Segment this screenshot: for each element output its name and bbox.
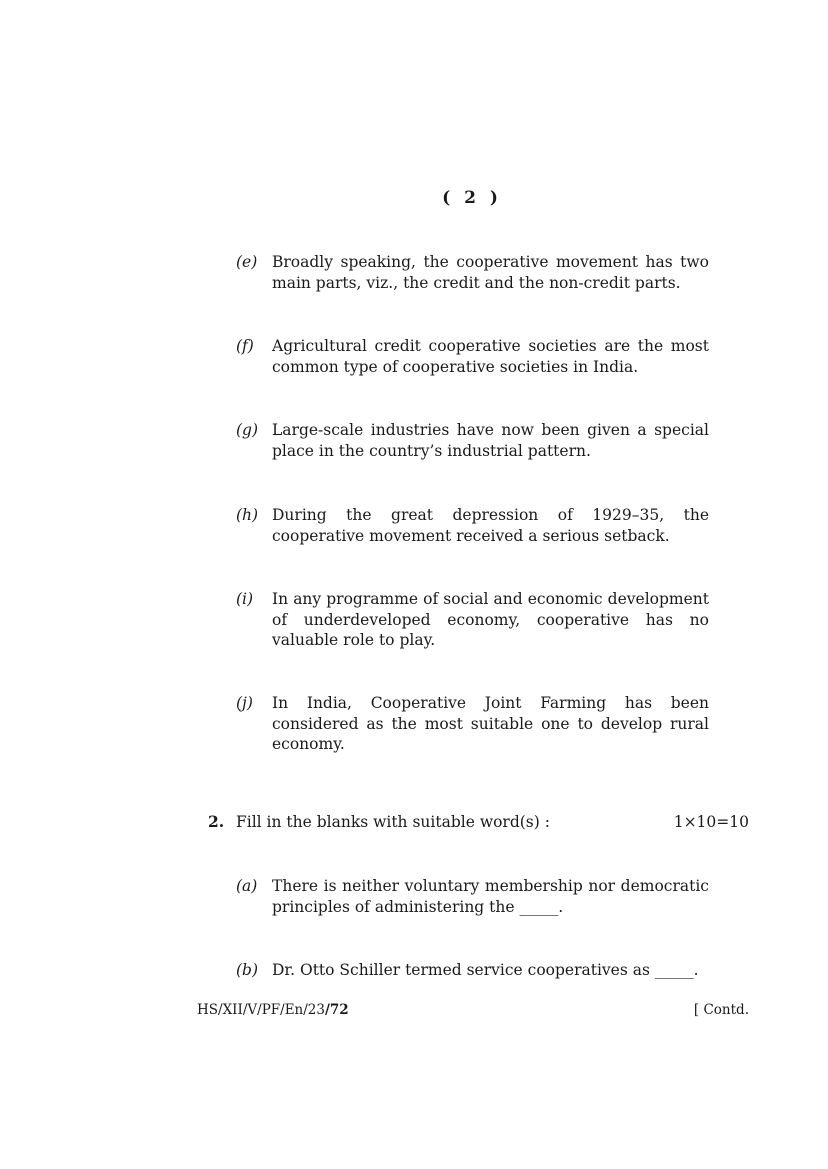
statement-e xyxy=(236,252,709,293)
statement-g xyxy=(236,420,709,461)
statement-j xyxy=(236,693,709,755)
question-text: Fill in the blanks with suitable word(s) : xyxy=(236,813,550,831)
statement-text: In India, Cooperative Joint Farming has been considered as the most suitable one to develop rural economy. xyxy=(272,694,709,754)
statement-text: Agricultural credit cooperative societies are the most common type of cooperative societies in India. xyxy=(272,337,709,376)
continued-label: [ Contd. xyxy=(693,1002,749,1018)
statement-text: Large-scale industries have now been given a special place in the country’s industrial pattern. xyxy=(272,421,709,460)
statement-label: (j) xyxy=(236,694,253,712)
page-number: ( 2 ) xyxy=(442,188,502,208)
blank-item-a xyxy=(236,876,709,917)
statement-h xyxy=(236,505,709,546)
statement-text: Broadly speaking, the cooperative movement has two main parts, viz., the credit and the non-credit parts. xyxy=(272,253,709,292)
statement-label: (f) xyxy=(236,337,254,355)
paper-code-suffix: /72 xyxy=(324,1002,349,1018)
statement-text: During the great depression of 1929–35, the cooperative movement received a serious setback. xyxy=(272,506,709,545)
statement-f xyxy=(236,336,709,377)
question-number: 2. xyxy=(208,812,225,831)
statement-text: In any programme of social and economic development of underdeveloped economy, cooperative has no valuable role to play. xyxy=(272,590,709,650)
blank-item-label: (a) xyxy=(236,877,258,895)
question-marks: 1×10=10 xyxy=(673,813,749,831)
blank-item-label: (b) xyxy=(236,961,259,979)
statement-label: (h) xyxy=(236,506,259,524)
statement-label: (e) xyxy=(236,253,258,271)
paper-code-prefix: HS/XII/V/PF/En/23 xyxy=(197,1002,325,1018)
statement-label: (g) xyxy=(236,421,259,439)
blank-item-text: Dr. Otto Schiller termed service cooperatives as _____. xyxy=(272,961,699,979)
blank-item-text: There is neither voluntary membership nor democratic principles of administering the _____. xyxy=(272,877,709,916)
paper-code xyxy=(197,1002,349,1018)
statement-label: (i) xyxy=(236,590,254,608)
question-2 xyxy=(208,812,749,833)
blank-item-b xyxy=(236,960,709,981)
statement-i xyxy=(236,589,709,651)
